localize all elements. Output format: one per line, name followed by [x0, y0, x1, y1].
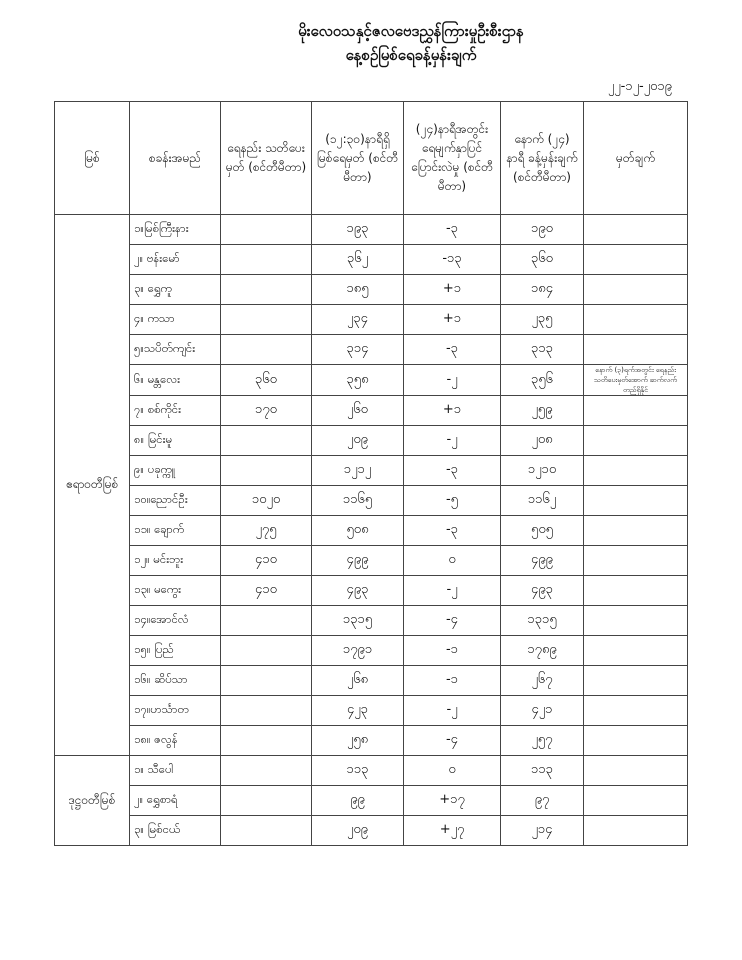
station-name: ၁၃။ မကွေး: [130, 576, 221, 606]
forecast-value: ၁၂၁၀: [501, 456, 584, 486]
water-level-value: ၄၉၉: [312, 546, 404, 576]
water-level-value: ၁၁၆၅: [312, 486, 404, 516]
station-name: ၃။ မြစ်ငယ်: [130, 816, 221, 846]
table-row: [55, 426, 688, 456]
forecast-value: ၃၁၃: [501, 335, 584, 365]
table-row: [55, 245, 688, 275]
report-date: ၂၂-၁၂-၂၀၁၉: [607, 79, 672, 94]
water-level-value: ၃၅၈: [312, 365, 404, 396]
river-name: ဧရာဝတီမြစ်: [55, 215, 130, 756]
forecast-value: ၄၉၉: [501, 546, 584, 576]
table-header-row: [55, 102, 688, 215]
low-warning-value: ၁၇၀: [221, 396, 312, 426]
remark-value: [584, 305, 688, 335]
header-water-level: (၁၂:၃၀)နာရီရှိ မြစ်ရေမှတ် (စင်တီမီတာ): [312, 102, 404, 215]
station-name: ၁။မြစ်ကြီးနား: [130, 215, 221, 245]
forecast-value: ၂၆၇: [501, 666, 584, 696]
forecast-value: ၂၀၈: [501, 426, 584, 456]
station-name: ၄။ ကသာ: [130, 305, 221, 335]
table-row: [55, 636, 688, 666]
station-name: ၁၂။ မင်းဘူး: [130, 546, 221, 576]
table-row: [55, 396, 688, 426]
water-level-value: ၁၇၉၁: [312, 636, 404, 666]
remark-value: [584, 245, 688, 275]
forecast-value: ၄၉၃: [501, 576, 584, 606]
header-change: (၂၄)နာရီအတွင်း ရေမျက်နှာပြင် ပြောင်းလဲမှု (စင်တီမီတာ): [404, 102, 501, 215]
station-name: ၁၆။ ဆိပ်သာ: [130, 666, 221, 696]
forecast-value: ၅၀၅: [501, 516, 584, 546]
level-change-value: -၅: [404, 486, 501, 516]
forecast-value: ၉၇: [501, 786, 584, 816]
water-level-value: ၂၀၉: [312, 816, 404, 846]
water-level-value: ၃၆၂: [312, 245, 404, 275]
forecast-value: ၃၅၆: [501, 365, 584, 396]
water-level-value: ၂၆၀: [312, 396, 404, 426]
low-warning-value: [221, 335, 312, 365]
table-row: [55, 516, 688, 546]
table-row: [55, 215, 688, 245]
station-name: ၇။ စစ်ကိုင်း: [130, 396, 221, 426]
station-name: ၁၄။အောင်လံ: [130, 606, 221, 636]
low-warning-value: ၁၀၂၀: [221, 486, 312, 516]
level-change-value: ၀: [404, 756, 501, 786]
remark-value: [584, 456, 688, 486]
river-forecast-table: [54, 101, 688, 846]
table-row: [55, 365, 688, 396]
level-change-value: -၂: [404, 426, 501, 456]
water-level-value: ၁၈၅: [312, 275, 404, 305]
forecast-value: ၁၃၁၅: [501, 606, 584, 636]
water-level-value: ၁၂၁၂: [312, 456, 404, 486]
remark-value: [584, 275, 688, 305]
water-level-value: ၂၀၉: [312, 426, 404, 456]
remark-value: [584, 215, 688, 245]
document-title: မိုးလေဝသနှင့်ဇလဗေဒညွှန်ကြားမှုဦးစီးဌာန: [298, 22, 524, 40]
table-row: [55, 335, 688, 365]
level-change-value: -၄: [404, 606, 501, 636]
table-row: [55, 275, 688, 305]
remark-value: [584, 816, 688, 846]
level-change-value: +၁: [404, 275, 501, 305]
forecast-value: ၁၁၃: [501, 756, 584, 786]
header-forecast: နောက် (၂၄) နာရီ ခန့်မှန်းချက် (စင်တီမီတာ): [501, 102, 584, 215]
table-row: [55, 606, 688, 636]
level-change-value: -၁: [404, 636, 501, 666]
low-warning-value: ၂၇၅: [221, 516, 312, 546]
low-warning-value: [221, 786, 312, 816]
forecast-value: ၂၁၄: [501, 816, 584, 846]
water-level-value: ၂၃၄: [312, 305, 404, 335]
water-level-value: ၄၂၃: [312, 696, 404, 726]
level-change-value: -၃: [404, 215, 501, 245]
remark-value: [584, 696, 688, 726]
low-warning-value: [221, 666, 312, 696]
level-change-value: -၂: [404, 365, 501, 396]
forecast-value: ၂၃၅: [501, 305, 584, 335]
forecast-value: ၁၉၀: [501, 215, 584, 245]
level-change-value: +၁: [404, 396, 501, 426]
station-name: ၁၁။ ချောက်: [130, 516, 221, 546]
table-row: [55, 546, 688, 576]
forecast-value: ၁၈၄: [501, 275, 584, 305]
station-name: ၁၀။ညောင်ဦး: [130, 486, 221, 516]
station-name: ၂။ ဗန်းမော်: [130, 245, 221, 275]
water-level-value: ၅၀၈: [312, 516, 404, 546]
low-warning-value: [221, 245, 312, 275]
station-name: ၃။ ရွှေကူ: [130, 275, 221, 305]
remark-value: [584, 396, 688, 426]
forecast-value: ၁၇၈၉: [501, 636, 584, 666]
water-level-value: ၁၁၃: [312, 756, 404, 786]
level-change-value: -၄: [404, 726, 501, 756]
forecast-value: ၂၅၇: [501, 726, 584, 756]
water-level-value: ၂၆၈: [312, 666, 404, 696]
remark-value: [584, 636, 688, 666]
water-level-value: ၄၉၃: [312, 576, 404, 606]
low-warning-value: ၄၁၀: [221, 576, 312, 606]
water-level-value: ၁၉၃: [312, 215, 404, 245]
table-row: [55, 456, 688, 486]
level-change-value: -၂: [404, 696, 501, 726]
low-warning-value: [221, 726, 312, 756]
header-river: မြစ်: [55, 102, 130, 215]
table-row: [55, 486, 688, 516]
remark-value: [584, 486, 688, 516]
forecast-value: ၃၆၀: [501, 245, 584, 275]
river-name: ဒုဋ္ဌဝတီမြစ်: [55, 756, 130, 846]
level-change-value: +၂၇: [404, 816, 501, 846]
level-change-value: -၃: [404, 335, 501, 365]
level-change-value: -၃: [404, 516, 501, 546]
forecast-value: ၁၁၆၂: [501, 486, 584, 516]
station-name: ၁။ သီပေါ: [130, 756, 221, 786]
water-level-value: ၂၅၈: [312, 726, 404, 756]
remark-value: [584, 726, 688, 756]
station-name: ၁၇။ဟင်္သာတ: [130, 696, 221, 726]
low-warning-value: [221, 636, 312, 666]
table-row: [55, 666, 688, 696]
station-name: ၉။ ပခုက္ကူ: [130, 456, 221, 486]
table-row: [55, 786, 688, 816]
station-name: ၅။သပိတ်ကျင်း: [130, 335, 221, 365]
low-warning-value: ၄၁၀: [221, 546, 312, 576]
level-change-value: -၃: [404, 456, 501, 486]
table-row: [55, 726, 688, 756]
remark-value: [584, 756, 688, 786]
low-warning-value: [221, 756, 312, 786]
table-row: [55, 305, 688, 335]
header-remark: မှတ်ချက်: [584, 102, 688, 215]
table-row: [55, 756, 688, 786]
remark-value: [584, 786, 688, 816]
station-name: ၂။ ရွှေစာရံ: [130, 786, 221, 816]
remark-value: [584, 426, 688, 456]
level-change-value: +၁၇: [404, 786, 501, 816]
remark-value: [584, 666, 688, 696]
station-name: ၁၅။ ပြည်: [130, 636, 221, 666]
remark-value: [584, 516, 688, 546]
forecast-value: ၄၂၁: [501, 696, 584, 726]
table-row: [55, 816, 688, 846]
header-station: စခန်းအမည်: [130, 102, 221, 215]
remark-value: [584, 335, 688, 365]
water-level-value: ၁၃၁၅: [312, 606, 404, 636]
low-warning-value: [221, 606, 312, 636]
low-warning-value: [221, 426, 312, 456]
table-row: [55, 696, 688, 726]
remark-value: [584, 606, 688, 636]
level-change-value: -၁၃: [404, 245, 501, 275]
low-warning-value: ၃၆၀: [221, 365, 312, 396]
low-warning-value: [221, 215, 312, 245]
table-row: [55, 576, 688, 606]
low-warning-value: [221, 816, 312, 846]
remark-value: နောက် (၃)ရက်အတွင်း ရေနည်းသတိပေးမှတ်အောက် ဆက်လက်တည်ရှိနိုင်: [584, 365, 688, 396]
remark-value: [584, 576, 688, 606]
document-subtitle: နေ့စဉ်မြစ်ရေခန့်မှန်းချက်: [345, 46, 477, 64]
level-change-value: +၁: [404, 305, 501, 335]
level-change-value: -၂: [404, 576, 501, 606]
header-low-warning: ရေနည်း သတိပေးမှတ် (စင်တီမီတာ): [221, 102, 312, 215]
forecast-value: ၂၅၉: [501, 396, 584, 426]
low-warning-value: [221, 305, 312, 335]
station-name: ၈။ မြင်းမူ: [130, 426, 221, 456]
station-name: ၁၈။ ဇလွန်: [130, 726, 221, 756]
low-warning-value: [221, 275, 312, 305]
water-level-value: ၃၁၄: [312, 335, 404, 365]
level-change-value: -၁: [404, 666, 501, 696]
low-warning-value: [221, 696, 312, 726]
water-level-value: ၉၉: [312, 786, 404, 816]
level-change-value: ၀: [404, 546, 501, 576]
remark-value: [584, 546, 688, 576]
station-name: ၆။ မန္တလေး: [130, 365, 221, 396]
low-warning-value: [221, 456, 312, 486]
